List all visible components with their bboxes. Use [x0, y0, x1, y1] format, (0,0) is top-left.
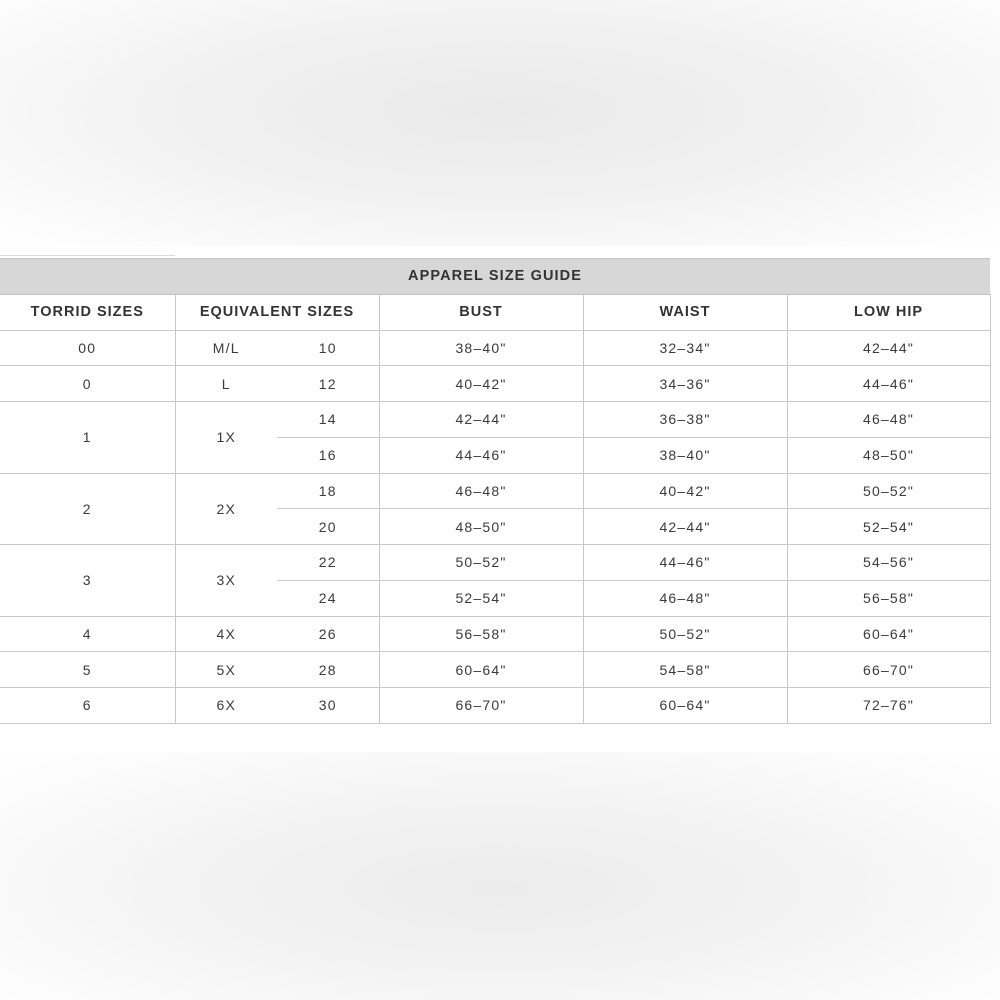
top-rule: [0, 255, 175, 256]
bust-cell: 40–42": [379, 366, 583, 402]
torrid-size-cell: 1: [0, 402, 175, 474]
waist-cell: 40–42": [583, 473, 787, 509]
background-top: [0, 0, 1000, 246]
numeric-size-cell: 10: [277, 330, 379, 366]
low-hip-cell: 52–54": [787, 509, 990, 545]
bust-cell: 50–52": [379, 545, 583, 581]
letter-size-cell: M/L: [175, 330, 277, 366]
low-hip-cell: 54–56": [787, 545, 990, 581]
waist-cell: 46–48": [583, 580, 787, 616]
numeric-size-cell: 18: [277, 473, 379, 509]
bust-cell: 48–50": [379, 509, 583, 545]
torrid-size-cell: 0: [0, 366, 175, 402]
torrid-size-cell: 2: [0, 473, 175, 545]
table-row: [0, 616, 990, 652]
waist-cell: 32–34": [583, 330, 787, 366]
waist-cell: 54–58": [583, 652, 787, 688]
numeric-size-cell: 12: [277, 366, 379, 402]
letter-size-cell: 2X: [175, 473, 277, 545]
bust-cell: 66–70": [379, 688, 583, 724]
header-row: [0, 294, 990, 330]
numeric-size-cell: 24: [277, 580, 379, 616]
bust-cell: 56–58": [379, 616, 583, 652]
low-hip-cell: 66–70": [787, 652, 990, 688]
letter-size-cell: 3X: [175, 545, 277, 617]
table-row: [0, 652, 990, 688]
low-hip-cell: 50–52": [787, 473, 990, 509]
bust-cell: 52–54": [379, 580, 583, 616]
table-row: [0, 402, 990, 438]
waist-cell: 60–64": [583, 688, 787, 724]
torrid-size-cell: 6: [0, 688, 175, 724]
numeric-size-cell: 30: [277, 688, 379, 724]
low-hip-cell: 60–64": [787, 616, 990, 652]
title-row: [0, 259, 990, 295]
low-hip-cell: 56–58": [787, 580, 990, 616]
numeric-size-cell: 16: [277, 437, 379, 473]
low-hip-cell: 44–46": [787, 366, 990, 402]
letter-size-cell: 1X: [175, 402, 277, 474]
torrid-size-cell: 00: [0, 330, 175, 366]
header-torrid-sizes: TORRID SIZES: [0, 294, 175, 330]
torrid-size-cell: 3: [0, 545, 175, 617]
header-low-hip: LOW HIP: [787, 294, 990, 330]
bust-cell: 42–44": [379, 402, 583, 438]
bust-cell: 38–40": [379, 330, 583, 366]
numeric-size-cell: 22: [277, 545, 379, 581]
low-hip-cell: 42–44": [787, 330, 990, 366]
waist-cell: 38–40": [583, 437, 787, 473]
table-row: [0, 545, 990, 581]
bust-cell: 46–48": [379, 473, 583, 509]
letter-size-cell: L: [175, 366, 277, 402]
low-hip-cell: 46–48": [787, 402, 990, 438]
letter-size-cell: 5X: [175, 652, 277, 688]
table-row: [0, 473, 990, 509]
table-row: [0, 688, 990, 724]
numeric-size-cell: 28: [277, 652, 379, 688]
table-body: [0, 330, 990, 723]
torrid-size-cell: 4: [0, 616, 175, 652]
bust-cell: 60–64": [379, 652, 583, 688]
waist-cell: 50–52": [583, 616, 787, 652]
waist-cell: 44–46": [583, 545, 787, 581]
numeric-size-cell: 14: [277, 402, 379, 438]
background-bottom: [0, 752, 1000, 1000]
table-row: [0, 366, 990, 402]
header-waist: WAIST: [583, 294, 787, 330]
torrid-size-cell: 5: [0, 652, 175, 688]
letter-size-cell: 6X: [175, 688, 277, 724]
numeric-size-cell: 20: [277, 509, 379, 545]
waist-cell: 34–36": [583, 366, 787, 402]
waist-cell: 42–44": [583, 509, 787, 545]
header-bust: BUST: [379, 294, 583, 330]
bust-cell: 44–46": [379, 437, 583, 473]
low-hip-cell: 72–76": [787, 688, 990, 724]
table-title: APPAREL SIZE GUIDE: [0, 259, 990, 295]
table-row: [0, 330, 990, 366]
waist-cell: 36–38": [583, 402, 787, 438]
size-guide-table: [0, 258, 991, 724]
header-equivalent-sizes: EQUIVALENT SIZES: [175, 294, 379, 330]
numeric-size-cell: 26: [277, 616, 379, 652]
letter-size-cell: 4X: [175, 616, 277, 652]
low-hip-cell: 48–50": [787, 437, 990, 473]
